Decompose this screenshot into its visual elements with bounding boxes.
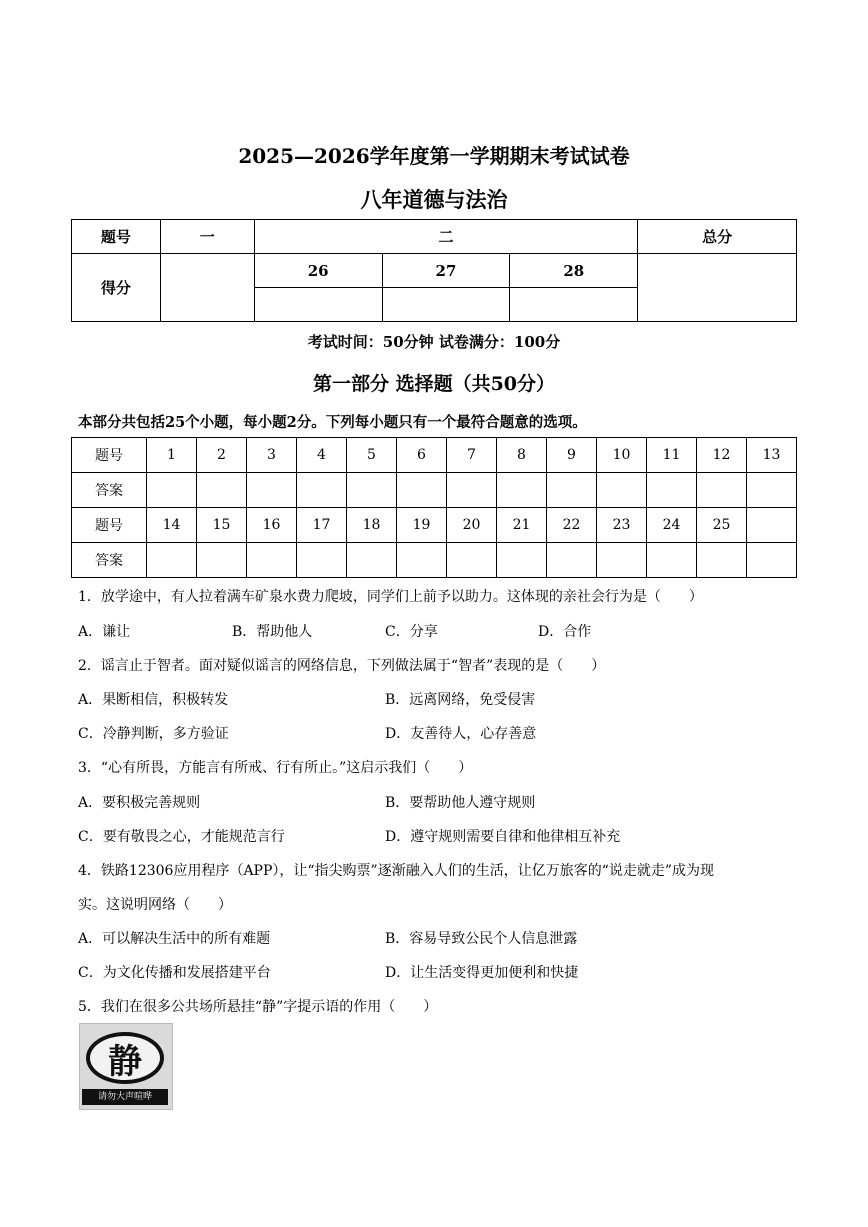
answer-num: 17 [297, 508, 347, 543]
answer-num-label: 题号 [72, 438, 147, 473]
answer-num: 25 [697, 508, 747, 543]
answer-cell[interactable] [697, 473, 747, 508]
q1-option-b[interactable]: B．帮助他人 [232, 624, 313, 640]
answer-cell[interactable] [597, 473, 647, 508]
score-cell-26[interactable] [254, 288, 382, 322]
q2-option-a[interactable]: A．果断相信，积极转发 [78, 692, 229, 708]
score-header-num: 题号 [72, 220, 161, 254]
question-4-stem-line1: 4．铁路12306应用程序（APP），让“指尖购票”逐渐融入人们的生活，让亿万旅客的“说走就走”成为现 [78, 863, 715, 879]
answer-cell[interactable] [397, 473, 447, 508]
answer-cell[interactable] [247, 473, 297, 508]
answer-num: 22 [547, 508, 597, 543]
q3-option-c[interactable]: C．要有敬畏之心，才能规范言行 [78, 829, 285, 845]
answer-num: 15 [197, 508, 247, 543]
answer-cell[interactable] [147, 473, 197, 508]
answer-cell[interactable] [297, 473, 347, 508]
answer-num: 21 [497, 508, 547, 543]
answer-row-nums-2 [72, 508, 797, 543]
score-header-part2: 二 [254, 220, 637, 254]
score-header-part1: 一 [160, 220, 254, 254]
answer-cell[interactable] [447, 473, 497, 508]
q2-option-c[interactable]: C．冷静判断，多方验证 [78, 726, 229, 742]
answer-cell[interactable] [297, 543, 347, 578]
answer-num: 18 [347, 508, 397, 543]
question-2-stem: 2．谣言止于智者。面对疑似谣言的网络信息，下列做法属于“智者”表现的是（ ） [78, 658, 606, 674]
answer-row-blanks-1 [72, 473, 797, 508]
q1-option-a[interactable]: A．谦让 [78, 624, 131, 640]
answer-table [71, 437, 797, 578]
answer-num: 24 [647, 508, 697, 543]
subject-title: 八年道德与法治 [360, 187, 508, 212]
answer-cell[interactable] [447, 543, 497, 578]
q3-option-a[interactable]: A．要积极完善规则 [78, 795, 201, 811]
answer-num: 4 [297, 438, 347, 473]
answer-num [747, 508, 797, 543]
answer-num: 19 [397, 508, 447, 543]
part1-intro: 本部分共包括25个小题，每小题2分。下列每小题只有一个最符合题意的选项。 [78, 414, 587, 431]
score-cell-part1[interactable] [160, 254, 254, 322]
answer-cell[interactable] [497, 473, 547, 508]
answer-cell[interactable] [697, 543, 747, 578]
exam-info: 考试时间：50分钟 试卷满分：100分 [307, 333, 561, 351]
answer-num: 14 [147, 508, 197, 543]
score-label: 得分 [72, 254, 161, 322]
answer-cell[interactable] [647, 473, 697, 508]
answer-cell[interactable] [147, 543, 197, 578]
answer-row-blanks-2 [72, 543, 797, 578]
score-cell-27[interactable] [382, 288, 510, 322]
quiet-sign-image [79, 1023, 173, 1110]
score-table [71, 219, 797, 322]
score-sub-26: 26 [254, 254, 382, 288]
q2-option-b[interactable]: B．远离网络，免受侵害 [385, 692, 536, 708]
score-cell-28[interactable] [510, 288, 638, 322]
answer-num: 13 [747, 438, 797, 473]
answer-num: 9 [547, 438, 597, 473]
answer-cell[interactable] [547, 473, 597, 508]
answer-ans-label: 答案 [72, 473, 147, 508]
sign-caption: 请勿大声喧哗 [82, 1089, 168, 1105]
score-sub-27: 27 [382, 254, 510, 288]
q4-option-b[interactable]: B．容易导致公民个人信息泄露 [385, 931, 578, 947]
answer-num: 3 [247, 438, 297, 473]
question-4-stem-line2: 实。这说明网络（ ） [78, 897, 232, 913]
answer-cell[interactable] [497, 543, 547, 578]
q3-option-d[interactable]: D．遵守规则需要自律和他律相互补充 [385, 829, 621, 845]
answer-cell[interactable] [747, 543, 797, 578]
answer-cell[interactable] [247, 543, 297, 578]
q2-option-d[interactable]: D．友善待人，心存善意 [385, 726, 537, 742]
answer-num: 10 [597, 438, 647, 473]
answer-num: 16 [247, 508, 297, 543]
answer-num: 12 [697, 438, 747, 473]
answer-num: 6 [397, 438, 447, 473]
answer-cell[interactable] [347, 543, 397, 578]
answer-cell[interactable] [197, 473, 247, 508]
score-cell-total[interactable] [638, 254, 797, 322]
answer-num: 2 [197, 438, 247, 473]
answer-num: 11 [647, 438, 697, 473]
answer-cell[interactable] [547, 543, 597, 578]
answer-num: 1 [147, 438, 197, 473]
answer-num-label: 题号 [72, 508, 147, 543]
answer-cell[interactable] [597, 543, 647, 578]
answer-num: 5 [347, 438, 397, 473]
score-header-total: 总分 [638, 220, 797, 254]
answer-cell[interactable] [747, 473, 797, 508]
answer-row-nums-1 [72, 438, 797, 473]
question-5-stem: 5．我们在很多公共场所悬挂“静”字提示语的作用（ ） [78, 999, 438, 1015]
exam-title: 2025—2026学年度第一学期期末考试试卷 [238, 144, 630, 168]
answer-num: 7 [447, 438, 497, 473]
answer-num: 20 [447, 508, 497, 543]
answer-num: 8 [497, 438, 547, 473]
q1-option-d[interactable]: D．合作 [538, 624, 592, 640]
answer-cell[interactable] [347, 473, 397, 508]
answer-cell[interactable] [647, 543, 697, 578]
score-sub-28: 28 [510, 254, 638, 288]
answer-cell[interactable] [197, 543, 247, 578]
question-3-stem: 3．“心有所畏，方能言有所戒、行有所止。”这启示我们（ ） [78, 760, 473, 776]
q4-option-c[interactable]: C．为文化传播和发展搭建平台 [78, 965, 271, 981]
answer-ans-label: 答案 [72, 543, 147, 578]
part1-title: 第一部分 选择题（共50分） [312, 373, 556, 395]
q4-option-d[interactable]: D．让生活变得更加便利和快捷 [385, 965, 579, 981]
answer-cell[interactable] [397, 543, 447, 578]
sign-character: 静 [108, 1042, 142, 1082]
q3-option-b[interactable]: B．要帮助他人遵守规则 [385, 795, 536, 811]
q1-option-c[interactable]: C．分享 [385, 624, 438, 640]
q4-option-a[interactable]: A．可以解决生活中的所有难题 [78, 931, 271, 947]
answer-num: 23 [597, 508, 647, 543]
question-1-stem: 1．放学途中，有人拉着满车矿泉水费力爬坡，同学们上前予以助力。这体现的亲社会行为是（ ） [78, 589, 703, 605]
